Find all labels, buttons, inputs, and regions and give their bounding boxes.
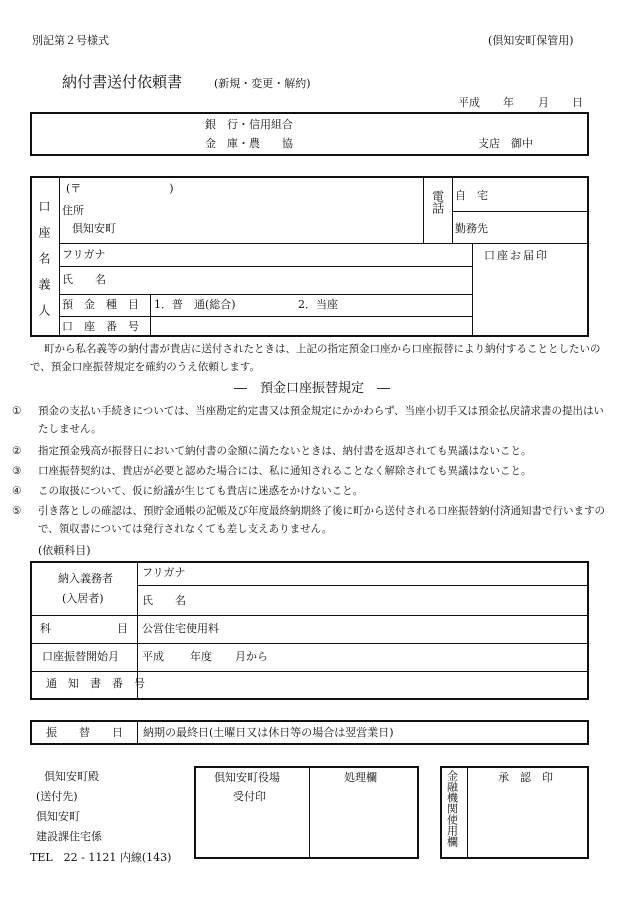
transfer-date-label: 振 替 日 [46, 726, 123, 739]
rule-item: ⑤ 引き落としの確認は、預貯金通帳の記帳及び年度最終納期終了後に町から送付される口座振替納付済通知書で行いますので、領収書については発行されなくても差し支えありません。 [12, 505, 605, 535]
send-to-town: 倶知安町 [36, 810, 80, 823]
subject-label: 科 目 [40, 622, 128, 635]
process-label: 処理欄 [344, 771, 377, 784]
payer-sublabel: (入居者) [62, 592, 104, 605]
request-section-label: (依頼科目) [38, 544, 91, 557]
addressee: 倶知安町殿 [44, 770, 99, 783]
send-to-label: (送付先) [36, 790, 78, 803]
payer-label: 納入義務者 [58, 572, 113, 585]
seal-label: 口座お届印 [484, 249, 549, 262]
furigana-field[interactable]: フリガナ [62, 248, 106, 261]
request-name-field[interactable]: 氏 名 [142, 594, 186, 607]
send-to-tel: TEL 22 - 1121 内線(143) [30, 851, 172, 864]
deposit-type-ordinary[interactable]: 1．普 通(総合) [154, 298, 236, 311]
request-furigana-field[interactable]: フリガナ [142, 566, 186, 579]
start-year-label: 年度 [190, 650, 212, 663]
start-month-suffix: 月から [235, 650, 268, 663]
bank-line-2: 金 庫・農 協 [205, 137, 293, 150]
date-day-label: 日 [572, 96, 583, 109]
rule-item: ① 預金の支払い手続きについては、当座勘定約定書又は預金規定にかかわらず、当座小切手又は預金払戻請求書の提出はいたしません。 [12, 405, 604, 435]
deposit-type-current[interactable]: 2．当座 [298, 298, 338, 311]
address-label: 住所 [62, 204, 84, 217]
start-month-label: 口座振替開始月 [42, 650, 119, 663]
subject-value: 公営住宅使用料 [142, 622, 219, 635]
approval-stamp-label: 承 認 印 [498, 771, 553, 784]
branch-label: 支店 御中 [478, 137, 533, 150]
form-number: 別記第２号様式 [32, 34, 109, 47]
bank-line-1: 銀 行・信用組合 [205, 118, 293, 131]
address-field[interactable]: 倶知安町 [72, 222, 116, 235]
title-subtitle: (新規・変更・解約) [214, 77, 311, 90]
rules-title: ― 預金口座振替規定 ― [234, 381, 391, 396]
account-holder-label: 口座名義人 [37, 200, 51, 330]
work-phone-field[interactable]: 勤務先 [455, 222, 488, 235]
name-field[interactable]: 氏 名 [62, 273, 106, 286]
bank-use-label: 金融機関使用欄 [445, 770, 459, 847]
intro-paragraph: 町から私名義等の納付書が貴店に送付されたときは、上記の指定預金口座から口座振替により納付することとしたいので、預金口座振替規定を確約のうえ依頼します。 [30, 343, 601, 373]
postal-code-field[interactable]: (〒 ) [66, 182, 174, 195]
start-era: 平成 [142, 650, 164, 663]
phone-label: 電話 [430, 190, 445, 214]
home-phone-field[interactable]: 自 宅 [455, 189, 488, 202]
send-to-dept: 建設課住宅係 [36, 830, 102, 843]
transfer-date-value: 納期の最終日(土曜日又は休日等の場合は翌営業日) [143, 726, 394, 739]
notice-number-label: 通 知 書 番 号 [46, 677, 145, 690]
keeper-label: (倶知安町保管用) [488, 34, 574, 47]
date-era: 平成 [458, 96, 480, 109]
account-number-label: 口 座 番 号 [62, 320, 139, 333]
date-year-label: 年 [503, 96, 514, 109]
receipt-stamp-label: 受付印 [233, 790, 266, 803]
office-label: 倶知安町役場 [214, 771, 280, 784]
date-month-label: 月 [538, 96, 549, 109]
deposit-type-label: 預 金 種 目 [62, 298, 139, 311]
page-title: 納付書送付依頼書 [62, 73, 183, 91]
